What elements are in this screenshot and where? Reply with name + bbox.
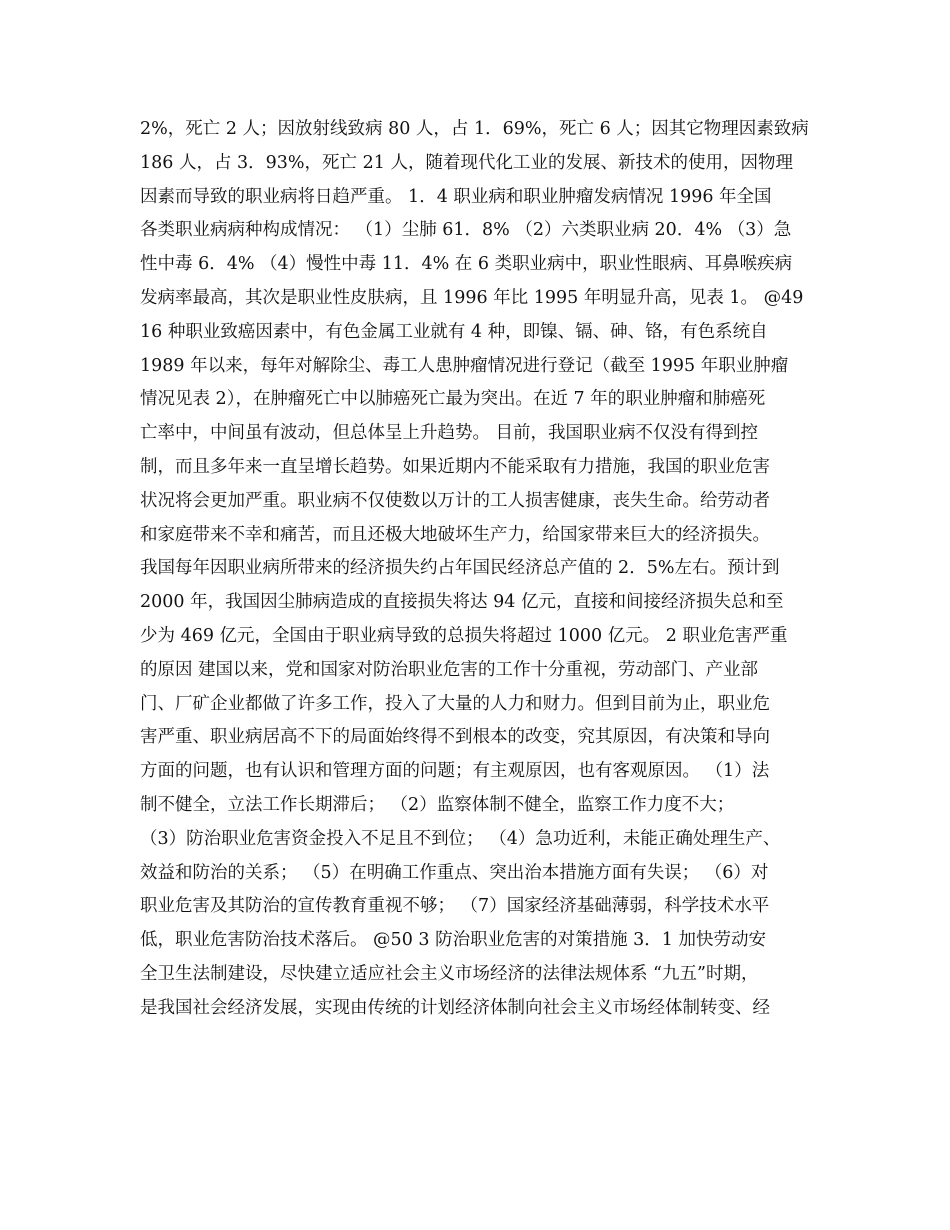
text-line: 亡率中，中间虽有波动，但总体呈上升趋势。 目前，我国职业病不仅没有得到控 bbox=[140, 423, 759, 444]
text-line: 16 种职业致癌因素中，有色金属工业就有 4 种，即镍、镉、砷、铬，有色系统自 bbox=[140, 321, 768, 342]
body-text bbox=[140, 113, 840, 1026]
text-line: 害严重、职业病居高不下的局面始终得不到根本的改变，究其原因，有决策和导向 bbox=[140, 727, 770, 748]
text-line: 少为 469 亿元，全国由于职业病导致的总损失将超过 1000 亿元。 2 职业危害严重 bbox=[140, 625, 788, 646]
text-line: 2000 年，我国因尘肺病造成的直接损失将达 94 亿元，直接和间接经济损失总和至 bbox=[140, 592, 784, 613]
text-line: 是我国社会经济发展，实现由传统的计划经济体制向社会主义市场经体制转变、经 bbox=[140, 997, 770, 1018]
text-line: 发病率最高，其次是职业性皮肤病，且 1996 年比 1995 年明显升高，见表 1。 @49 bbox=[140, 287, 804, 308]
text-line: 情况见表 2），在肿瘤死亡中以肺癌死亡最为突出。在近 7 年的职业肿瘤和肺癌死 bbox=[140, 389, 766, 410]
text-line: 制，而且多年来一直呈增长趋势。如果近期内不能采取有力措施，我国的职业危害 bbox=[140, 456, 770, 477]
text-line: 性中毒 6．4% （4）慢性中毒 11．4% 在 6 类职业病中，职业性眼病、耳鼻喉疾病 bbox=[140, 254, 793, 275]
text-line: 的原因 建国以来，党和国家对防治职业危害的工作十分重视，劳动部门、产业部 bbox=[140, 659, 759, 680]
text-line: 各类职业病病种构成情况： （1）尘肺 61．8% （2）六类职业病 20．4% （3）急 bbox=[140, 220, 792, 241]
text-line: 职业危害及其防治的宣传教育重视不够； （7）国家经济基础薄弱，科学技术水平 bbox=[140, 896, 770, 917]
text-line: 方面的问题，也有认识和管理方面的问题；有主观原因，也有客观原因。 （1）法 bbox=[140, 761, 770, 782]
text-line: 效益和防治的关系； （5）在明确工作重点、突出治本措施方面有失误； （6）对 bbox=[140, 862, 769, 883]
text-line: 2%，死亡 2 人；因放射线致病 80 人，占 1．69%，死亡 6 人；因其它物理因素致病 bbox=[140, 119, 809, 139]
text-line: （3）防治职业危害资金投入不足且不到位； （4）急功近利，未能正确处理生产、 bbox=[140, 828, 781, 849]
text-line: 1989 年以来，每年对解除尘、毒工人患肿瘤情况进行登记（截至 1995 年职业肿瘤 bbox=[140, 355, 789, 376]
text-line: 因素而导致的职业病将日趋严重。 1．4 职业病和职业肿瘤发病情况 1996 年全国 bbox=[140, 186, 772, 207]
text-line: 全卫生法制建设，尽快建立适应社会主义市场经济的法律法规体系 “九五”时期， bbox=[140, 963, 759, 984]
text-line: 门、厂矿企业都做了许多工作，投入了大量的人力和财力。但到目前为止，职业危 bbox=[140, 693, 770, 714]
text-line: 制不健全，立法工作长期滞后； （2）监察体制不健全，监察工作力度不大； bbox=[140, 794, 735, 815]
text-line: 186 人，占 3．93%，死亡 21 人，随着现代化工业的发展、新技术的使用，因物理 bbox=[140, 152, 793, 173]
text-line: 我国每年因职业病所带来的经济损失约占年国民经济总产值的 2．5%左右。预计到 bbox=[140, 558, 780, 579]
text-line: 和家庭带来不幸和痛苦，而且还极大地破坏生产力，给国家带来巨大的经济损失。 bbox=[140, 524, 770, 545]
text-line: 状况将会更加严重。职业病不仅使数以万计的工人损害健康，丧失生命。给劳动者 bbox=[140, 490, 770, 511]
text-line: 低，职业危害防治技术落后。 @50 3 防治职业危害的对策措施 3．1 加快劳动安 bbox=[140, 930, 766, 951]
